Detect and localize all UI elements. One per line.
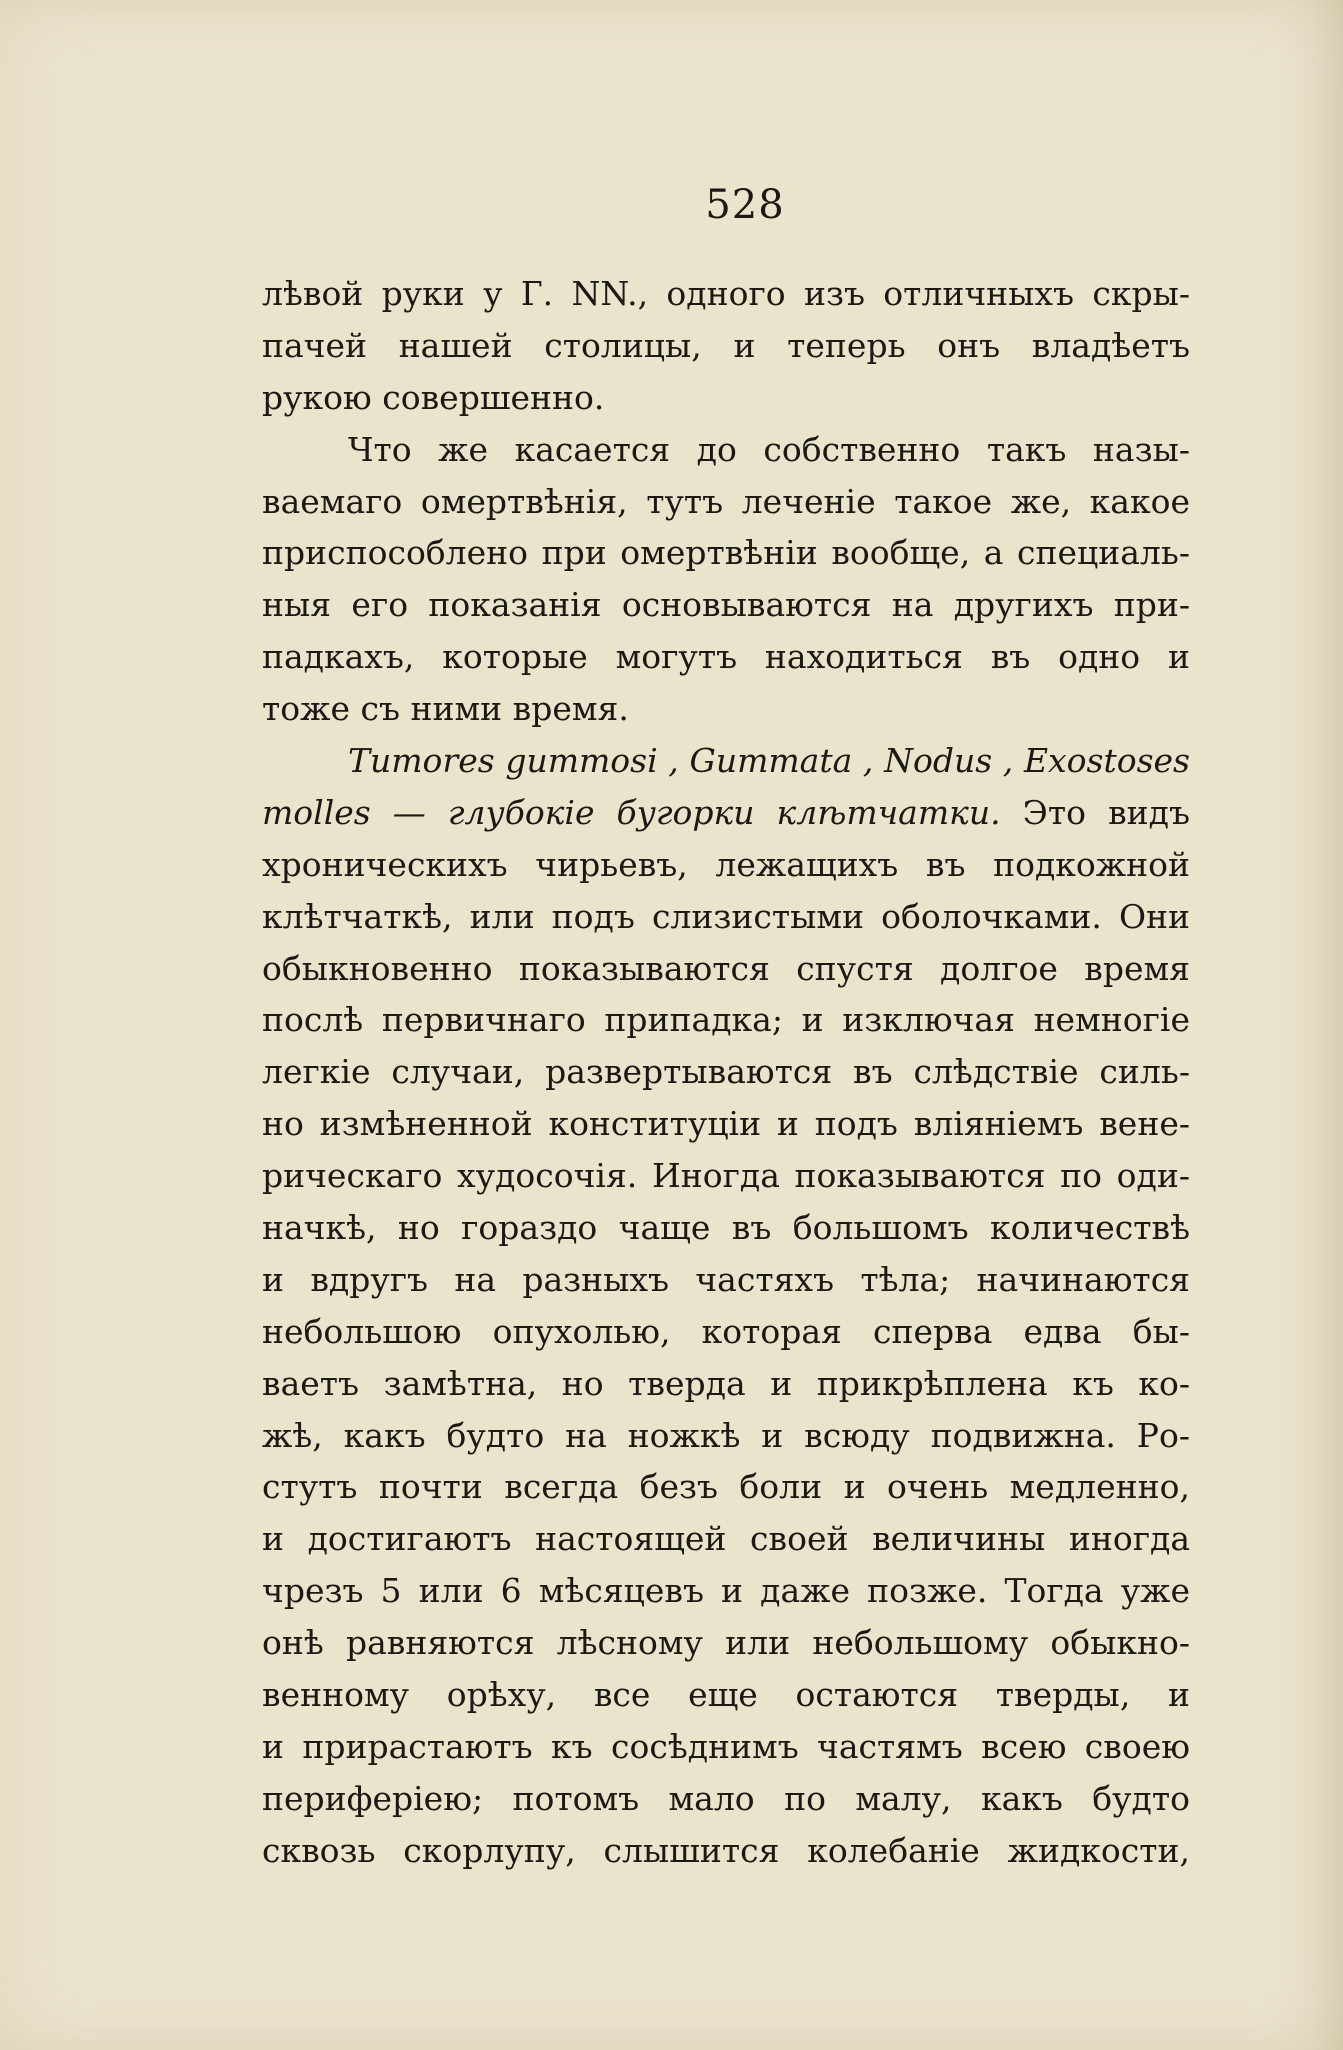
- text-line: но измѣненной конституціи и подъ вліяніемъ вене-: [262, 1104, 1190, 1144]
- text-line: обыкновенно показываются спустя долгое время: [262, 948, 1190, 988]
- text-line: и прирастаютъ къ сосѣднимъ частямъ всею своею: [262, 1726, 1190, 1766]
- text-line: клѣтчаткѣ, или подъ слизистыми оболочками. Они: [262, 896, 1190, 936]
- text-line: ваемаго омертвѣнія, тутъ леченіе такое же, какое: [262, 481, 1190, 521]
- page-number: 528: [705, 182, 785, 228]
- text-line: сквозь скорлупу, слышится колебаніе жидкости,: [262, 1830, 1190, 1870]
- text-line: послѣ первичнаго припадка; и изключая немногіе: [262, 1000, 1190, 1040]
- text-line: стутъ почти всегда безъ боли и очень медленно,: [262, 1467, 1190, 1507]
- text-line: лѣвой руки у Г. NN., одного изъ отличныхъ скры-: [262, 274, 1190, 313]
- text-line: падкахъ, которые могутъ находиться въ одно и: [262, 637, 1190, 677]
- text-line: рукою совершенно.: [262, 377, 605, 417]
- text-line: легкіе случаи, развертываются въ слѣдствіе силь-: [262, 1052, 1190, 1092]
- body-text: [262, 268, 1190, 1877]
- text-line: Что же касается до собственно такъ назы-: [348, 429, 1190, 469]
- text-line: небольшою опухолью, которая сперва едва бы-: [262, 1311, 1190, 1351]
- text-line: ваетъ замѣтна, но тверда и прикрѣплена къ ко-: [262, 1363, 1190, 1403]
- text-line: и вдругъ на разныхъ частяхъ тѣла; начинаются: [262, 1259, 1190, 1299]
- text-line: рическаго худосочія. Иногда показываются по оди-: [262, 1156, 1190, 1196]
- text-line: molles — глубокіе бугорки клѣтчатки. Это видъ: [262, 792, 1190, 832]
- text-line: пачей нашей столицы, и теперь онъ владѣетъ: [262, 325, 1190, 365]
- text-line: приспособлено при омертвѣніи вообще, а специаль-: [262, 533, 1190, 573]
- text-line: Tumores gummosi , Gummata , Nodus , Exostoses: [348, 741, 1190, 781]
- text-line: жѣ, какъ будто на ножкѣ и всюду подвижна. Ро-: [262, 1415, 1190, 1455]
- text-line: венному орѣху, все еще остаются тверды, и: [262, 1675, 1190, 1715]
- text-line: хроническихъ чирьевъ, лежащихъ въ подкожной: [262, 844, 1190, 884]
- text-line: и достигаютъ настоящей своей величины иногда: [262, 1519, 1190, 1559]
- text-line: тоже съ ними время.: [262, 689, 629, 729]
- text-line: ныя его показанія основываются на другихъ при-: [262, 585, 1190, 625]
- text-line: начкѣ, но гораздо чаще въ большомъ количествѣ: [262, 1208, 1190, 1248]
- text-line: периферіею; потомъ мало по малу, какъ будто: [262, 1778, 1190, 1818]
- text-line: онѣ равняются лѣсному или небольшому обыкно-: [262, 1623, 1190, 1663]
- text-line: чрезъ 5 или 6 мѣсяцевъ и даже позже. Тогда уже: [262, 1571, 1190, 1611]
